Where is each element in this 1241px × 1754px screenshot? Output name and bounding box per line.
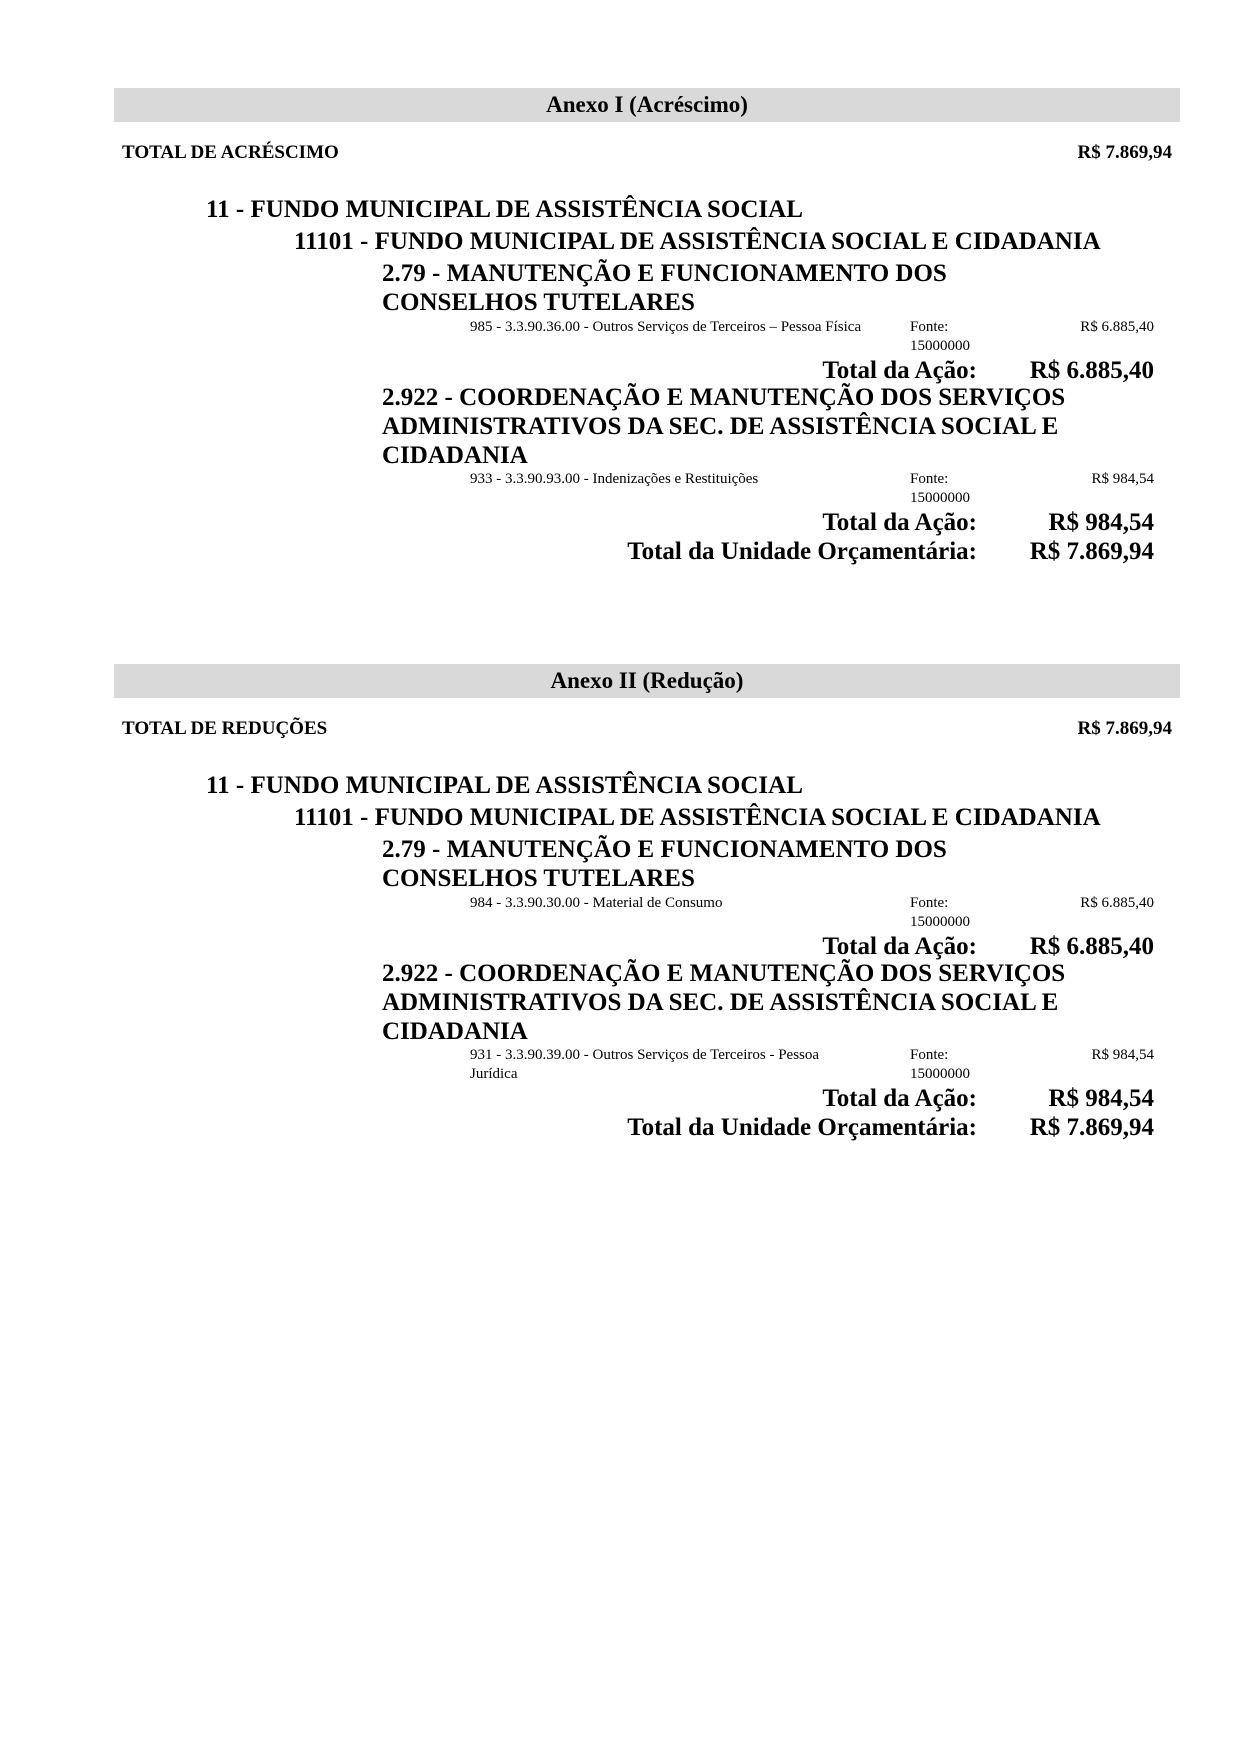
action-total-label: Total da Ação: bbox=[822, 933, 977, 960]
item-description: 931 - 3.3.90.39.00 - Outros Serviços de Terceiros - Pessoa Jurídica bbox=[470, 1047, 820, 1082]
annex1-total-row bbox=[122, 142, 1172, 164]
annex1-action1-title: 2.79 - MANUTENÇÃO E FUNCIONAMENTO DOS CONSELHOS TUTELARES bbox=[382, 260, 947, 316]
annex2-action2-item bbox=[470, 1046, 1154, 1088]
annex2-total-row bbox=[122, 718, 1172, 740]
annex1-total-value: R$ 7.869,94 bbox=[1077, 142, 1172, 163]
item-description: 984 - 3.3.90.30.00 - Material de Consumo bbox=[470, 895, 723, 911]
action-total-value: R$ 6.885,40 bbox=[1029, 357, 1154, 384]
unit-total-value: R$ 7.869,94 bbox=[1029, 1114, 1154, 1141]
annex1-title: Anexo I (Acréscimo) bbox=[114, 88, 1180, 122]
item-value: R$ 984,54 bbox=[1091, 1047, 1154, 1063]
item-fonte: Fonte: 15000000 bbox=[910, 1047, 970, 1082]
annex1-unit-total bbox=[470, 538, 1154, 568]
annex1-action2-title: 2.922 - COORDENAÇÃO E MANUTENÇÃO DOS SERVIÇOS ADMINISTRATIVOS DA SEC. DE ASSISTÊNCIA SOCIAL E CIDADANIA bbox=[382, 384, 1066, 469]
item-description: 933 - 3.3.90.93.00 - Indenizações e Restituições bbox=[470, 471, 759, 487]
annex1-total-label: TOTAL DE ACRÉSCIMO bbox=[122, 142, 339, 163]
annex2-action1-title: 2.79 - MANUTENÇÃO E FUNCIONAMENTO DOS CONSELHOS TUTELARES bbox=[382, 836, 947, 892]
action-total-label: Total da Ação: bbox=[822, 357, 977, 384]
annex2-action2-title: 2.922 - COORDENAÇÃO E MANUTENÇÃO DOS SERVIÇOS ADMINISTRATIVOS DA SEC. DE ASSISTÊNCIA SOCIAL E CIDADANIA bbox=[382, 960, 1066, 1045]
annex1-unidade: 11101 - FUNDO MUNICIPAL DE ASSISTÊNCIA SOCIAL E CIDADANIA bbox=[294, 228, 1101, 255]
item-fonte: Fonte: 15000000 bbox=[910, 319, 970, 354]
action-total-value: R$ 6.885,40 bbox=[1029, 933, 1154, 960]
annex1-action1-item bbox=[470, 318, 1154, 360]
annex2-title: Anexo II (Redução) bbox=[114, 664, 1180, 698]
unit-total-label: Total da Unidade Orçamentária: bbox=[627, 538, 977, 565]
annex2-orgao: 11 - FUNDO MUNICIPAL DE ASSISTÊNCIA SOCIAL bbox=[206, 772, 803, 799]
action-total-value: R$ 984,54 bbox=[1048, 509, 1154, 536]
item-description: 985 - 3.3.90.36.00 - Outros Serviços de Terceiros – Pessoa Física bbox=[470, 319, 862, 335]
action-total-label: Total da Ação: bbox=[822, 509, 977, 536]
unit-total-value: R$ 7.869,94 bbox=[1029, 538, 1154, 565]
annex2-unit-total bbox=[470, 1114, 1154, 1144]
item-value: R$ 6.885,40 bbox=[1080, 319, 1154, 335]
action-total-label: Total da Ação: bbox=[822, 1085, 977, 1112]
annex1-action2-total bbox=[470, 509, 1154, 539]
annex1-action2-item bbox=[470, 470, 1154, 512]
annex1-orgao: 11 - FUNDO MUNICIPAL DE ASSISTÊNCIA SOCIAL bbox=[206, 196, 803, 223]
annex2-unidade: 11101 - FUNDO MUNICIPAL DE ASSISTÊNCIA SOCIAL E CIDADANIA bbox=[294, 804, 1101, 831]
action-total-value: R$ 984,54 bbox=[1048, 1085, 1154, 1112]
item-value: R$ 984,54 bbox=[1091, 471, 1154, 487]
annex2-total-label: TOTAL DE REDUÇÕES bbox=[122, 718, 328, 739]
item-fonte: Fonte: 15000000 bbox=[910, 471, 970, 506]
annex2-action1-item bbox=[470, 894, 1154, 936]
annex2-action2-total bbox=[470, 1085, 1154, 1115]
item-fonte: Fonte: 15000000 bbox=[910, 895, 970, 930]
annex2-total-value: R$ 7.869,94 bbox=[1077, 718, 1172, 739]
item-value: R$ 6.885,40 bbox=[1080, 895, 1154, 911]
unit-total-label: Total da Unidade Orçamentária: bbox=[627, 1114, 977, 1141]
